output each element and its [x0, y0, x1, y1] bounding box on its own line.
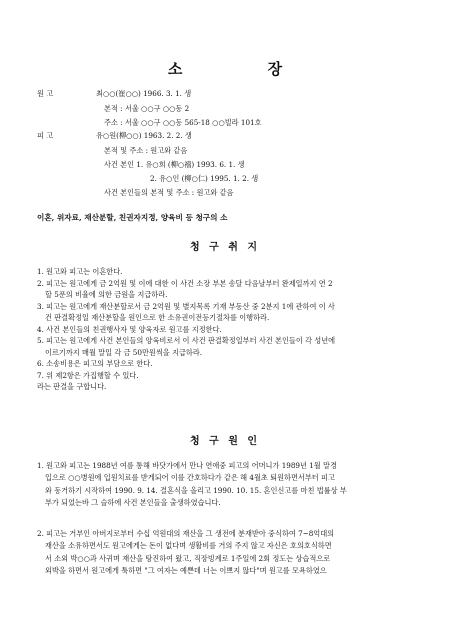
case-principals-address: 사건 본인들의 본적 및 주소 : 원고와 같음: [104, 188, 234, 197]
claim-line: 5. 피고는 원고에게 사건 본인들의 양육비로서 이 사건 판결확정일부터 사건 본인들이 각 성년에: [37, 336, 336, 345]
cause-line: 재산을 소유하면서도 원고에게는 돈이 없다며 생활비를 거의 주지 않고 자신은 호의호식하면: [45, 541, 332, 551]
cause-line: 입으로 ○○병원에 입원치료를 받게되어 이를 간호하다가 같은 해 4월초 퇴원하면서부터 피고: [45, 473, 335, 483]
cause-line: 서 소외 박○○과 사귀며 재산을 탕진하여 왔고, 직장빙계로 1주일에 2회 정도는 상습적으로: [45, 553, 331, 563]
plaintiff-address: 주소 : 서울 ○○구 ○○동 565-18 ○○빌라 101호: [104, 118, 262, 127]
defendant-address: 본적 및 주소 : 원고와 같음: [104, 146, 188, 155]
cause-line: 부가 되었는바 그 슬하에 사건 본인들을 출생하였습니다.: [45, 497, 221, 507]
claim-line: 이르기까지 매월 말일 각 금 50만원씩을 지급하라.: [45, 347, 203, 357]
plaintiff-name: 최○○(崔○○) 1966. 3. 1. 생: [96, 89, 192, 98]
cause-paragraph-2: [37, 528, 417, 577]
claim-line: 4. 사건 본인들의 친권행사자 및 양육자로 원고를 지정한다.: [37, 324, 222, 334]
claim-line: 2. 피고는 원고에게 금 2억원 및 이에 대한 이 사건 소장 부본 송달 다음날부터 완제일까지 연 2: [37, 278, 333, 288]
claims-heading: 청 구 취 지: [189, 242, 261, 253]
claims-list: [37, 266, 422, 393]
claim-line: 1. 원고와 피고는 이혼한다.: [37, 267, 123, 276]
plaintiff-domicile: 본적 : 서울 ○○구 ○○동 2: [104, 104, 190, 113]
plaintiff-label: 원 고: [37, 89, 54, 98]
defendant-name: 유○원(柳○○) 1963. 2. 2. 생: [96, 131, 192, 140]
claim-line: 6. 소송비용은 피고의 부담으로 한다.: [37, 359, 153, 368]
claim-line: 7. 위 제2항은 가집행할 수 있다.: [37, 370, 139, 380]
cause-line: 와 동거하기 시작하여 1990. 9. 14. 결혼식을 올리고 1990. 10. 15. 혼인신고를 마친 법률상 부: [45, 485, 347, 495]
claim-line: 할 5푼의 비율에 의한 금원을 지급하라.: [45, 290, 168, 299]
claim-line: 3. 피고는 원고에게 재산분할로서 금 2억원 및 별지목록 기재 부동산 중 2분지 1에 관하여 이 사: [37, 301, 335, 311]
cause-line: 2. 피고는 거부인 아버지로부터 수십 억원대의 재산을 그 생전에 분재받아 중식하여 7~8억대의: [37, 529, 335, 538]
cause-line: 1. 원고와 피고는 1988년 여름 통해 바닷가에서 만나 연애중 피고의 어머니가 1989년 1월 말경: [37, 461, 337, 470]
case-name: 이혼, 위자료, 재산분할, 친권자지정, 양육비 등 청구의 소: [37, 213, 228, 222]
claim-line: 라는 판결을 구합니다.: [37, 382, 107, 391]
cause-paragraph-1: [37, 460, 417, 509]
case-principal-2: 2. 유○인 (柳○仁) 1995. 1. 2. 생: [150, 174, 259, 183]
claim-line: 건 판결확정일 재산분할을 원인으로 한 소유권이전등기절차를 이행하라.: [45, 313, 270, 322]
defendant-label: 피 고: [37, 131, 54, 140]
causes-heading: 청 구 원 인: [189, 436, 261, 447]
case-principal-1: 사건 본인 1. 유○희 (柳○禧) 1993. 6. 1. 생: [104, 160, 245, 169]
document-title: 소 장: [167, 60, 323, 78]
cause-line: 외박을 하면서 원고에게 툭하면 "그 여자는 예쁜데 너는 이쁘지 않다"며 원고를 모욕하였으: [45, 565, 327, 575]
